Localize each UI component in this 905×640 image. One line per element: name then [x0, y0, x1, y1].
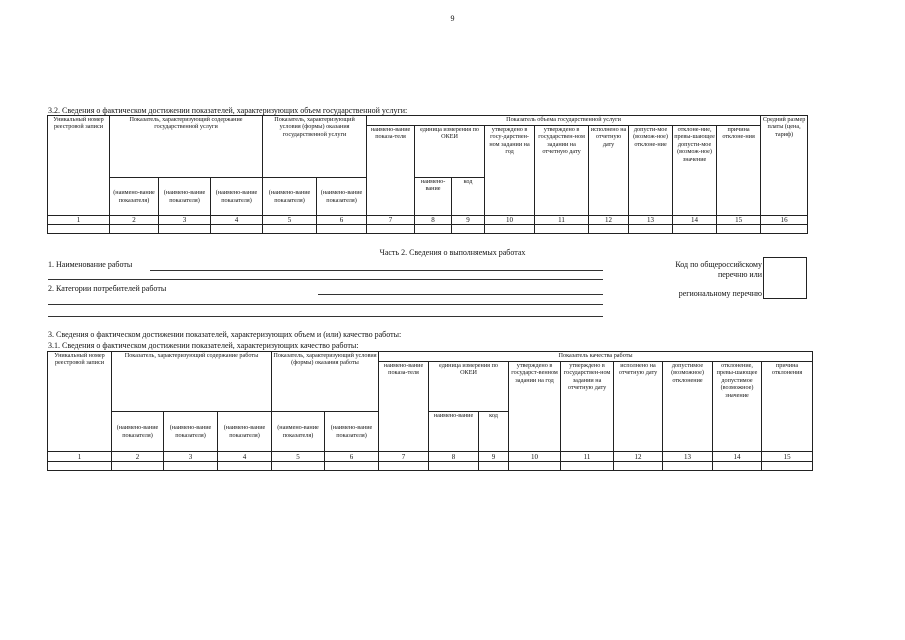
header-sub-indicator: (наимено-вание показателя): [263, 178, 317, 216]
header-approved-date: утверждено в государствен-ном задании на отчетную дату: [561, 362, 614, 452]
header-average-price: Средний размер платы (цена, тариф): [761, 116, 808, 216]
header-content-indicator: Показатель, характеризующий содержание государственной услуги: [110, 116, 263, 178]
header-sub-indicator: (наимено-вание показателя): [112, 412, 164, 452]
column-number: 10: [485, 216, 535, 225]
header-sub-indicator: (наимено-вание показателя): [164, 412, 218, 452]
header-unit-code: код: [452, 178, 485, 216]
header-sub-indicator: (наимено-вание показателя): [317, 178, 367, 216]
header-indicator-name: наимено-вание показа-теля: [379, 362, 429, 452]
column-number: 5: [263, 216, 317, 225]
column-number: 14: [673, 216, 717, 225]
header-exceeding-deviation: отклонение, превы-шающее допустимое (возможное) значение: [713, 362, 762, 452]
header-unique-record: Уникальный номер реестровой записи: [48, 116, 110, 216]
work-name-line: [48, 279, 603, 280]
header-approved-date: утверждено в государствен-ном задании на отчетную дату: [535, 126, 589, 216]
header-quality-group: Показатель качества работы: [379, 352, 813, 362]
column-number: 12: [614, 452, 663, 462]
consumers-line: [48, 304, 603, 305]
header-unit-okei: единица измерения по ОКЕИ: [415, 126, 485, 178]
header-sub-indicator: (наимено-вание показателя): [159, 178, 211, 216]
header-sub-indicator: (наимено-вание показателя): [218, 412, 272, 452]
code-label-line: перечню или: [717, 270, 762, 279]
volume-table: [47, 115, 808, 234]
consumers-line: [48, 316, 603, 317]
header-unique-record: Уникальный номер реестровой записи: [48, 352, 112, 452]
header-indicator-name: наимено-вание показа-теля: [367, 126, 415, 216]
column-number: 3: [164, 452, 218, 462]
work-name-label: 1. Наименование работы: [48, 260, 133, 269]
column-number: 12: [589, 216, 629, 225]
header-approved-year: утверждено в госу-дарствен-ном задании на год: [485, 126, 535, 216]
code-label-regional: региональному перечню: [678, 289, 762, 298]
column-number: 11: [561, 452, 614, 462]
header-conditions-indicator: Показатель, характеризующий условия (формы) оказания государственной услуги: [263, 116, 367, 178]
column-number: 2: [110, 216, 159, 225]
column-number-row: [48, 216, 808, 225]
column-number: 13: [663, 452, 713, 462]
column-number: 11: [535, 216, 589, 225]
column-number: 14: [713, 452, 762, 462]
header-unit-code: код: [479, 412, 509, 452]
column-number: 13: [629, 216, 673, 225]
part-2-title: Часть 2. Сведения о выполняемых работах: [379, 248, 526, 257]
header-allowed-deviation: допусти-мое (возмож-ное) отклоне-ние: [629, 126, 673, 216]
section-3-1-title: 3.1. Сведения о фактическом достижении показателей, характеризующих качество работы:: [48, 341, 359, 350]
quality-table: [47, 351, 813, 471]
column-number-row: [48, 452, 813, 462]
section-3-title: 3. Сведения о фактическом достижении показателей, характеризующих объем и (или) качество работы:: [48, 330, 402, 339]
column-number: 1: [48, 452, 112, 462]
column-number: 4: [218, 452, 272, 462]
section-3-2-title: 3.2. Сведения о фактическом достижении показателей, характеризующих объем государственной услуги:: [48, 106, 408, 115]
column-number: 16: [761, 216, 808, 225]
header-executed: исполнено на отчетную дату: [589, 126, 629, 216]
header-allowed-deviation: допустимое (возможное) отклонение: [663, 362, 713, 452]
code-input-box[interactable]: [763, 257, 807, 299]
column-number: 6: [325, 452, 379, 462]
header-sub-indicator: (наимено-вание показателя): [211, 178, 263, 216]
header-sub-indicator: (наимено-вание показателя): [272, 412, 325, 452]
column-number: 9: [452, 216, 485, 225]
header-executed: исполнено на отчетную дату: [614, 362, 663, 452]
header-unit-okei: единица измерения по ОКЕИ: [429, 362, 509, 412]
page-number: 9: [450, 14, 455, 23]
column-number: 8: [429, 452, 479, 462]
column-number: 3: [159, 216, 211, 225]
header-deviation-reason: причина отклоне-ния: [717, 126, 761, 216]
column-number: 15: [717, 216, 761, 225]
column-number: 10: [509, 452, 561, 462]
column-number: 7: [379, 452, 429, 462]
header-unit-name: наимено-вание: [429, 412, 479, 452]
table-row: [48, 225, 808, 234]
header-deviation-reason: причина отклонения: [762, 362, 813, 452]
work-name-line: [150, 270, 603, 271]
header-sub-indicator: (наимено-вание показателя): [110, 178, 159, 216]
consumers-line: [318, 294, 603, 295]
header-content-indicator: Показатель, характеризующий содержание работы: [112, 352, 272, 412]
column-number: 7: [367, 216, 415, 225]
header-conditions-indicator: Показатель, характеризующий условия (формы) оказания работы: [272, 352, 379, 412]
column-number: 2: [112, 452, 164, 462]
table-row: [48, 462, 813, 471]
column-number: 4: [211, 216, 263, 225]
header-exceeding-deviation: отклоне-ние, превы-шающее допусти-мое (возмож-ное) значение: [673, 126, 717, 216]
column-number: 5: [272, 452, 325, 462]
code-label-line: Код по общероссийскому: [675, 260, 762, 269]
header-approved-year: утверждено в государст-венном задании на год: [509, 362, 561, 452]
consumers-label: 2. Категории потребителей работы: [48, 284, 167, 293]
header-sub-indicator: (наимено-вание показателя): [325, 412, 379, 452]
column-number: 15: [762, 452, 813, 462]
header-unit-name: наимено-вание: [415, 178, 452, 216]
header-volume-group: Показатель объема государственной услуги: [367, 116, 761, 126]
column-number: 1: [48, 216, 110, 225]
column-number: 8: [415, 216, 452, 225]
code-label: [612, 260, 762, 280]
column-number: 6: [317, 216, 367, 225]
column-number: 9: [479, 452, 509, 462]
